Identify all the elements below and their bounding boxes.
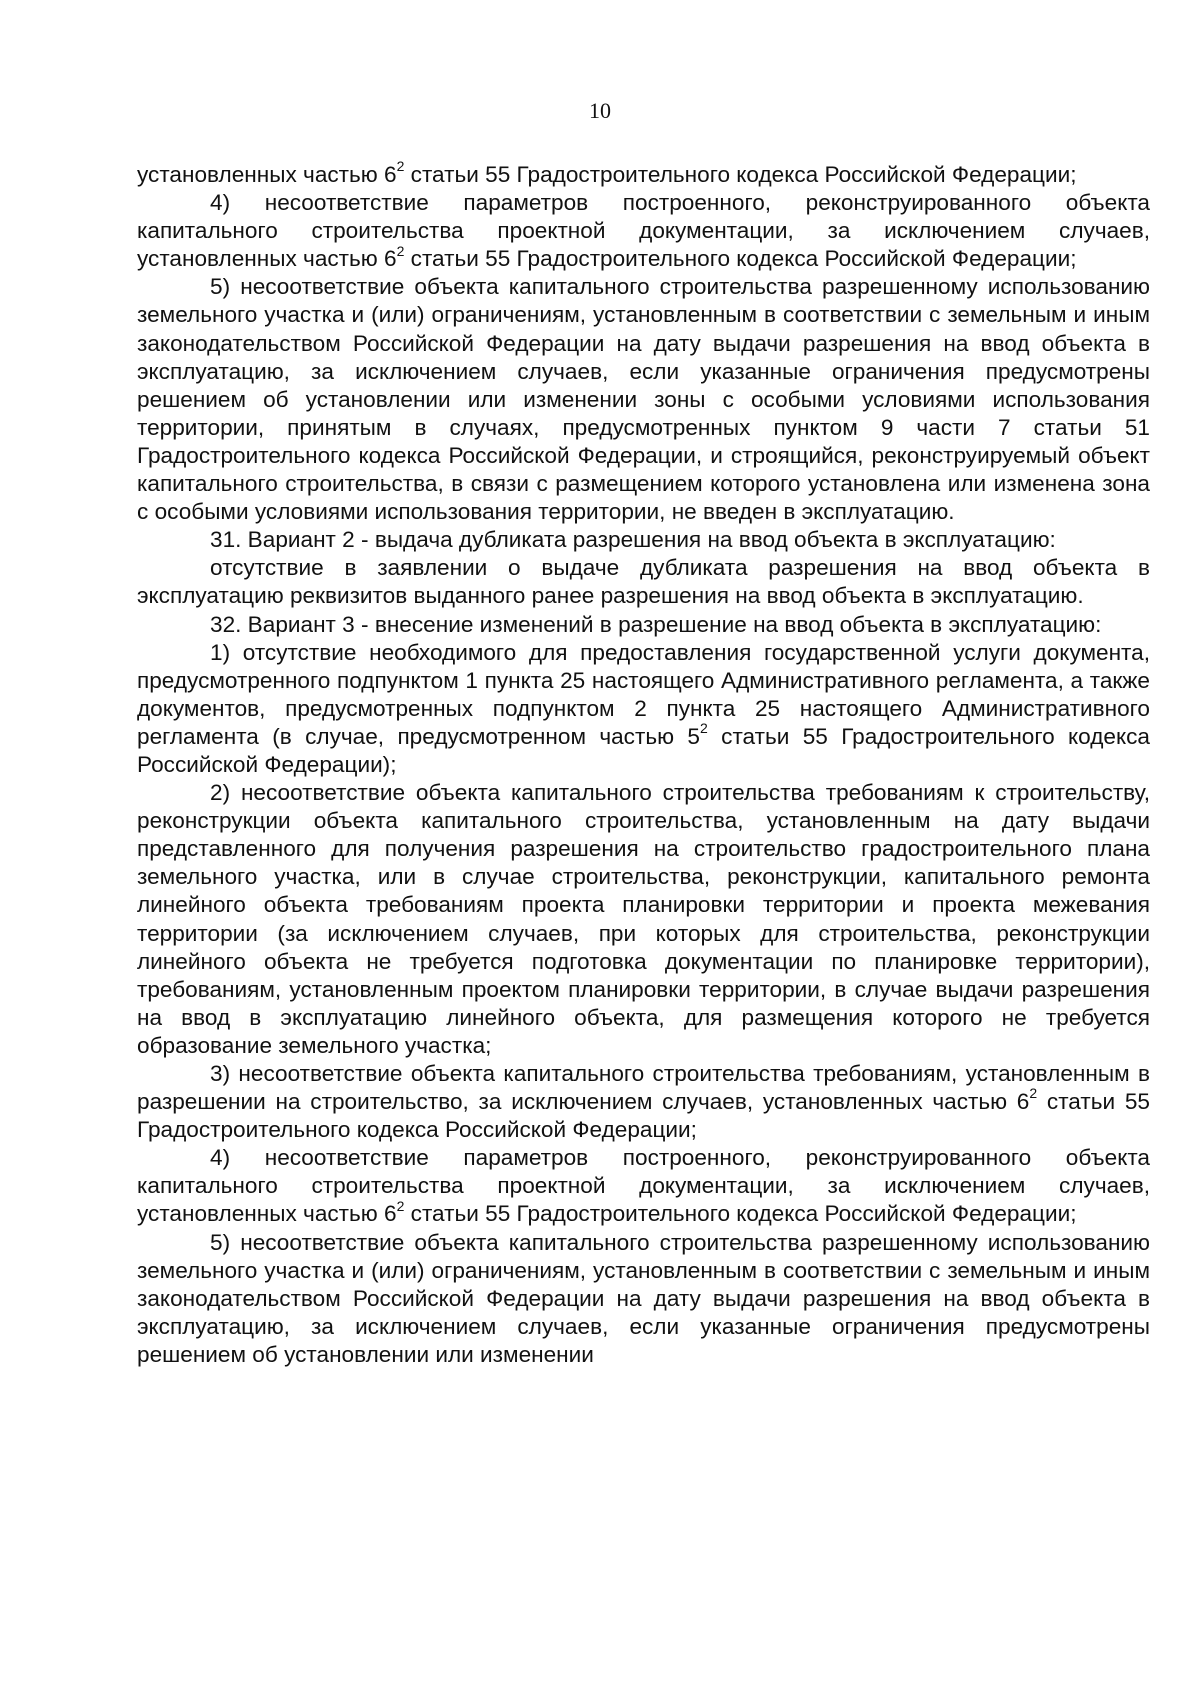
document-body xyxy=(137,158,1150,1369)
superscript: 2 xyxy=(699,720,708,737)
paragraph-text: статьи 55 Градостроительного кодекса Российской Федерации; xyxy=(137,1089,1150,1143)
paragraph xyxy=(137,1144,1150,1228)
paragraph-text: статьи 55 Градостроительного кодекса Российской Федерации; xyxy=(404,1201,1077,1227)
page-number: 10 xyxy=(589,98,611,123)
superscript: 2 xyxy=(396,1197,405,1214)
paragraph xyxy=(137,526,1150,554)
paragraph xyxy=(137,189,1150,273)
paragraph-text: 2) несоответствие объекта капитального строительства требованиям к строительству, реконструкции объекта капитального строительства, установленным на дату выдачи представленного для получения разрешения на строительство градостроительного плана земельного участка, или в случае строительства, реконструкции, капитального ремонта линейного объекта требованиям проекта планировки территории и проекта межевания территории (за исключением случаев, при которых для строительства, реконструкции линейного объекта не требуется подготовка документации по планировке территории), требованиям, установленным проектом планировки территории, в случае выдачи разрешения на ввод в эксплуатацию линейного объекта, для размещения которого не требуется образование земельного участка; xyxy=(137,780,1150,1058)
paragraph-text: 4) несоответствие параметров построенного, реконструированного объекта капитального строительства проектной документации, за исключением случаев, установленных частью 6 xyxy=(137,190,1150,272)
paragraph-text: 5) несоответствие объекта капитального строительства разрешенному использованию земельного участка и (или) ограничениям, установленным в соответствии с земельным и иным законодательством Российской Федерации на дату выдачи разрешения на ввод объекта в эксплуатацию, за исключением случаев, если указанные ограничения предусмотрены решением об установлении или изменении зоны с особыми условиями использования территории, принятым в случаях, предусмотренных пунктом 9 части 7 статьи 51 Градостроительного кодекса Российской Федерации, и строящийся, реконструируемый объект капитального строительства, в связи с размещением которого установлена или изменена зона с особыми условиями использования территории, не введен в эксплуатацию. xyxy=(137,274,1150,525)
paragraph-text: 4) несоответствие параметров построенного, реконструированного объекта капитального строительства проектной документации, за исключением случаев, установленных частью 6 xyxy=(137,1145,1150,1227)
paragraph-text: отсутствие в заявлении о выдаче дубликата разрешения на ввод объекта в эксплуатацию реквизитов выданного ранее разрешения на ввод объекта в эксплуатацию. xyxy=(137,555,1150,609)
paragraph-text: 5) несоответствие объекта капитального строительства разрешенному использованию земельного участка и (или) ограничениям, установленным в соответствии с земельным и иным законодательством Российской Федерации на дату выдачи разрешения на ввод объекта в эксплуатацию, за исключением случаев, если указанные ограничения предусмотрены решением об установлении или изменении xyxy=(137,1229,1150,1367)
superscript: 2 xyxy=(1029,1085,1038,1102)
paragraph xyxy=(137,554,1150,610)
superscript: 2 xyxy=(396,158,405,175)
paragraph-text: статьи 55 Градостроительного кодекса Российской Федерации; xyxy=(404,162,1077,187)
paragraph-text: статьи 55 Градостроительного кодекса Российской Федерации); xyxy=(137,723,1150,777)
paragraph xyxy=(137,158,1150,189)
paragraph xyxy=(137,639,1150,779)
paragraph-text: 32. Вариант 3 - внесение изменений в разрешение на ввод объекта в эксплуатацию: xyxy=(210,611,1102,637)
paragraph xyxy=(137,779,1150,1060)
paragraph-text: установленных частью 6 xyxy=(137,162,397,187)
paragraph-text: 3) несоответствие объекта капитального строительства требованиям, установленным в разрешении на строительство, за исключением случаев, установленных частью 6 xyxy=(137,1061,1150,1115)
paragraph xyxy=(137,1060,1150,1144)
paragraph-text: статьи 55 Градостроительного кодекса Российской Федерации; xyxy=(404,246,1077,272)
paragraph xyxy=(137,611,1150,639)
paragraph xyxy=(137,1229,1150,1369)
paragraph-text: 1) отсутствие необходимого для предоставления государственной услуги документа, предусмотренного подпунктом 1 пункта 25 настоящего Административного регламента, а также документов, предусмотренных подпунктом 2 пункта 25 настоящего Административного регламента (в случае, предусмотренном частью 5 xyxy=(137,639,1150,749)
paragraph-text: 31. Вариант 2 - выдача дубликата разрешения на ввод объекта в эксплуатацию: xyxy=(210,527,1056,553)
superscript: 2 xyxy=(396,242,405,259)
paragraph xyxy=(137,273,1150,526)
